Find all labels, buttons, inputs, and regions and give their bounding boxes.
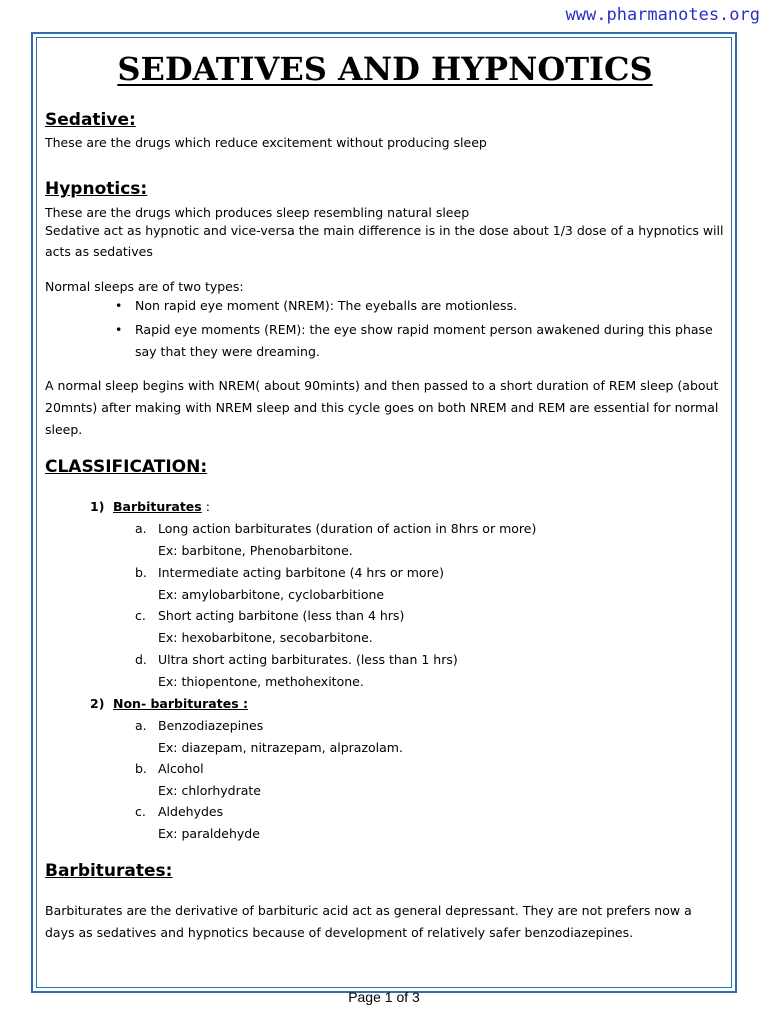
sedative-definition: These are the drugs which reduce excitement without producing sleep xyxy=(45,135,487,150)
list-item: • Rapid eye moments (REM): the eye show rapid moment person awakened during this phase say that they were dreaming. xyxy=(135,319,725,363)
sleep-types-intro: Normal sleeps are of two types: xyxy=(45,279,244,294)
list-item: • Non rapid eye moment (NREM): The eyeballs are motionless. xyxy=(135,295,725,317)
barbiturates-text: Barbiturates are the derivative of barbituric acid act as general depressant. They are not prefers now a days as sedatives and hypnotics because of development of relatively safer benzodiazepines. xyxy=(45,903,692,940)
site-url: www.pharmanotes.org xyxy=(565,5,760,25)
sedative-heading: Sedative: xyxy=(45,110,136,130)
classification-heading: CLASSIFICATION: xyxy=(45,457,208,477)
bullet-icon: • xyxy=(115,322,123,337)
bullet-icon: • xyxy=(115,298,123,313)
hypnotics-dose-note: Sedative act as hypnotic and vice-versa the main difference is in the dose about 1/3 dose of a hypnotics will acts as sedatives xyxy=(45,223,724,259)
barbiturates-heading: Barbiturates: xyxy=(45,861,173,881)
page-number: Page 1 of 3 xyxy=(348,989,420,1005)
sleep-cycle-text: A normal sleep begins with NREM( about 90mints) and then passed to a short duration of REM sleep (about 20mnts) after making with NREM sleep and this cycle goes on both NREM and REM are essential for normal sleep. xyxy=(45,378,719,437)
hypnotics-heading: Hypnotics: xyxy=(45,179,148,199)
hypnotics-definition: These are the drugs which produces sleep resembling natural sleep xyxy=(45,205,470,220)
page-title: SEDATIVES AND HYPNOTICS xyxy=(117,50,653,88)
